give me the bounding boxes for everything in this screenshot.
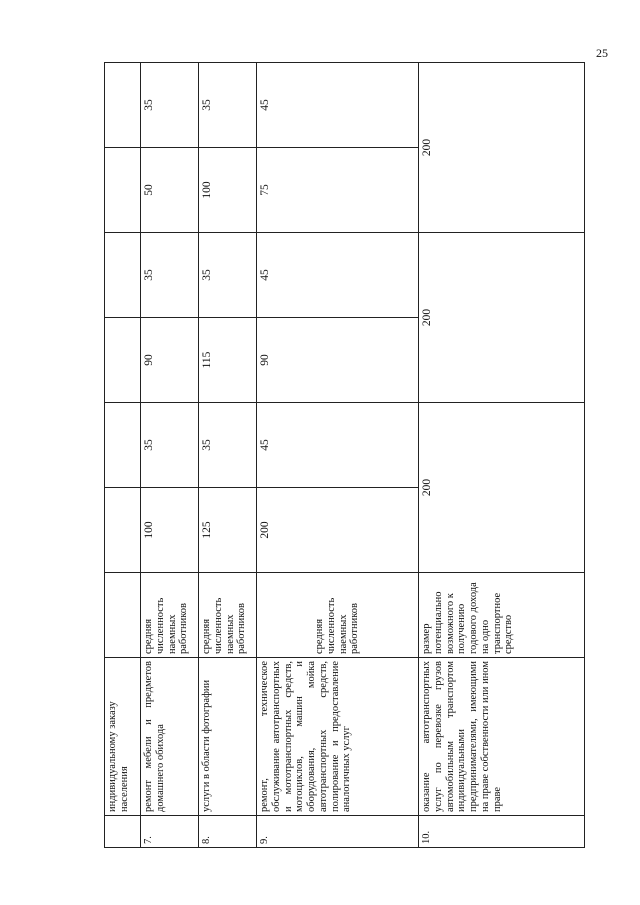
table-row xyxy=(199,63,257,848)
value-cell: 200 xyxy=(419,403,585,573)
table-cell xyxy=(105,318,141,403)
value-cell: 90 xyxy=(141,318,199,403)
rotated-table-container xyxy=(104,63,584,848)
indicator: средняя численность наемных работников xyxy=(141,573,199,658)
value-cell: 125 xyxy=(199,488,257,573)
value-cell: 50 xyxy=(141,148,199,233)
indicator: средняя численность наемных работников xyxy=(199,573,257,658)
row-number: 8. xyxy=(199,816,257,848)
value-cell: 35 xyxy=(141,403,199,488)
table-cell xyxy=(105,573,141,658)
page-number: 25 xyxy=(596,46,608,60)
table-row xyxy=(419,63,585,848)
value-cell: 75 xyxy=(257,148,419,233)
value-cell: 200 xyxy=(419,63,585,233)
table-cell xyxy=(105,63,141,148)
service-name: оказание автотранспортных услуг по перевозке грузов автомобильным транспортом индивидуальными предпринимателями, имеющими на праве собственности или ином праве xyxy=(419,658,585,816)
tax-table xyxy=(104,62,585,848)
value-cell: 35 xyxy=(141,63,199,148)
value-cell: 45 xyxy=(257,403,419,488)
value-cell: 115 xyxy=(199,318,257,403)
value-cell: 45 xyxy=(257,233,419,318)
value-cell: 100 xyxy=(199,148,257,233)
table-row xyxy=(141,63,199,848)
value-cell: 45 xyxy=(257,63,419,148)
value-cell: 200 xyxy=(419,233,585,403)
header-fragment-text: индивидуальному заказу населения xyxy=(105,658,141,816)
value-cell: 35 xyxy=(199,233,257,318)
value-cell: 35 xyxy=(141,233,199,318)
indicator: средняя численность наемных работников xyxy=(257,573,419,658)
table-cell xyxy=(105,233,141,318)
value-cell: 90 xyxy=(257,318,419,403)
table-row-header-fragment xyxy=(105,63,141,848)
value-cell: 200 xyxy=(257,488,419,573)
table-cell xyxy=(105,403,141,488)
service-name: ремонт, техническое обслуживание автотранспортных и мототранспортных средств, мотоциклов, машин и оборудования, мойка автотранспортных средств, полирование и предоставление аналогичных услуг xyxy=(257,658,419,816)
table-cell xyxy=(105,816,141,848)
value-cell: 35 xyxy=(199,63,257,148)
value-cell: 100 xyxy=(141,488,199,573)
value-cell: 35 xyxy=(199,403,257,488)
row-number: 10. xyxy=(419,816,585,848)
table-cell xyxy=(105,488,141,573)
indicator: размер потенциально возможного к получению годового дохода на одно транспортное средство xyxy=(419,573,585,658)
service-name: ремонт мебели и предметов домашнего обихода xyxy=(141,658,199,816)
row-number: 9. xyxy=(257,816,419,848)
table-cell xyxy=(105,148,141,233)
table-row xyxy=(257,63,419,848)
row-number: 7. xyxy=(141,816,199,848)
service-name: услуги в области фотографии xyxy=(199,658,257,816)
